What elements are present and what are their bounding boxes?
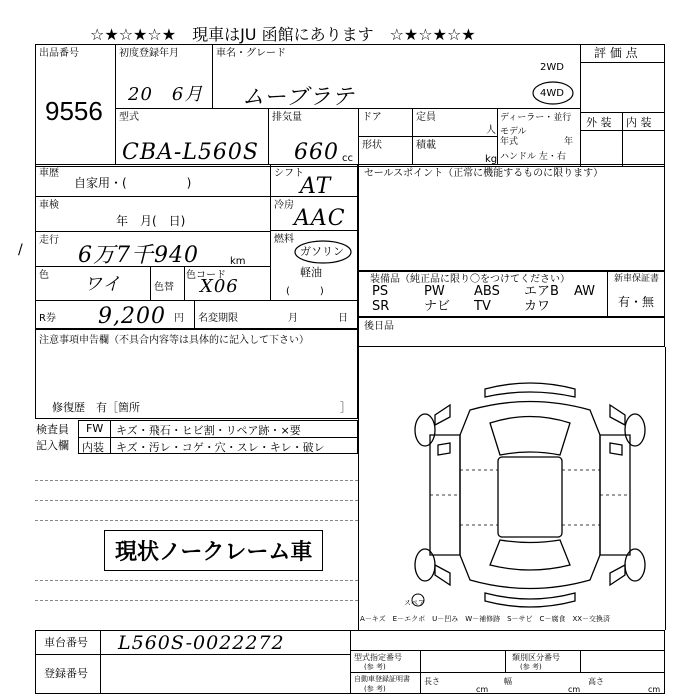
- model-value: CBA-L560S: [122, 140, 259, 165]
- fuel-diesel: 軽油: [300, 266, 322, 279]
- equipment-item-2-0: SR: [372, 299, 390, 314]
- evaluation-label: 評 価 点: [594, 46, 638, 60]
- model-year-label-2: 年式: [500, 137, 519, 147]
- recycle-unit: 円: [174, 313, 184, 324]
- drive-2wd: 2WD: [540, 62, 564, 73]
- dealer-label: ディーラー・並行: [500, 113, 572, 123]
- cert-width-cm: cm: [568, 685, 581, 694]
- equipment-item-1-2: ABS: [474, 284, 500, 299]
- shift-label: シフト: [274, 168, 304, 179]
- recycle-value: 9,200: [98, 304, 166, 329]
- equipment-item-1-0: PS: [372, 284, 389, 299]
- header-banner: ☆★☆★☆★ 現車はJU 函館にあります ☆★☆★☆★: [90, 25, 476, 44]
- cert-height-cm: cm: [648, 685, 661, 694]
- inspection-label: 車検: [39, 200, 59, 211]
- no-claim-stamp: 現状ノークレーム車: [104, 530, 323, 571]
- ac-label: 冷房: [274, 200, 294, 211]
- chassis-label: 車台番号: [44, 636, 88, 649]
- color-label: 色: [39, 270, 49, 281]
- designation-label: 型式指定番号: [354, 653, 402, 662]
- drive-circle: [530, 78, 576, 108]
- fuel-circle: [292, 238, 354, 266]
- notes-label: 注意事項申告欄（不具合内容等は具体的に記入して下さい）: [39, 335, 309, 346]
- mileage-label: 走行: [39, 235, 59, 246]
- lot-number: 9556: [45, 96, 103, 126]
- repair-label: 修復歴 有［箇所: [52, 401, 140, 414]
- mileage-value: 6万7千940: [78, 243, 199, 268]
- warranty-value: 有・無: [618, 295, 655, 309]
- ac-value: AAC: [294, 206, 346, 231]
- drive-4wd: 4WD: [540, 88, 564, 99]
- cert-width: 幅: [504, 677, 512, 686]
- load-label: 積載: [416, 140, 436, 151]
- category-sub: (参 考): [520, 663, 542, 671]
- damage-legend: A－キズ E－エクボ U－凹み W－補修跡 S－サビ C－腐食 XX－交換済: [360, 615, 611, 623]
- color-value: ワイ: [84, 274, 122, 295]
- equipment-item-1-3: エアB: [524, 284, 559, 299]
- displacement-unit: cc: [342, 153, 353, 164]
- color-code-value: X06: [200, 276, 239, 297]
- car-name-value: ムーブラテ: [242, 85, 355, 110]
- expiry-label: 名変期限: [198, 313, 238, 324]
- capacity-unit: 人: [486, 125, 496, 136]
- displacement-value: 660: [294, 140, 339, 165]
- door-label: ドア: [362, 112, 382, 123]
- spare-label: スペア: [404, 599, 425, 607]
- capacity-label: 定員: [416, 112, 436, 123]
- inspector-fw-row: キズ・飛石・ヒビ割・リペア跡・×要: [116, 424, 301, 437]
- model-year-label-1: モデル: [500, 127, 527, 137]
- inspector-interior-row: キズ・汚レ・コゲ・穴・スレ・キレ・破レ: [116, 441, 325, 454]
- load-unit: kg: [485, 154, 498, 165]
- margin-mark: /: [18, 242, 23, 258]
- exterior-label: 外 装: [586, 116, 612, 129]
- recycle-label: R券: [39, 313, 56, 324]
- color-change-label: 色替: [154, 282, 174, 293]
- equipment-item-1-1: PW: [424, 284, 445, 299]
- interior-label: 内 装: [626, 116, 652, 129]
- shift-value: AT: [300, 174, 332, 199]
- model-label: 型式: [119, 112, 139, 123]
- equipment-label: 装備品（純正品に限り〇をつけてください）: [370, 274, 570, 285]
- car-name-label: 車名・グレード: [216, 48, 286, 59]
- cert-height: 高さ: [588, 677, 604, 686]
- shape-label: 形状: [362, 140, 382, 151]
- handle-label: ハンドル 左・右: [500, 152, 566, 162]
- inspector-label-1: 検査員: [36, 423, 69, 436]
- model-year-unit: 年: [564, 137, 574, 147]
- expiry-day: 日: [338, 313, 348, 324]
- warranty-label: 新車保証書: [614, 274, 660, 284]
- cert-length: 長さ: [424, 677, 440, 686]
- equipment-item-1-4: AW: [574, 284, 596, 299]
- registration-value: 20 6月: [128, 84, 204, 105]
- repair-close: ］: [340, 401, 351, 414]
- equipment-item-2-3: カワ: [524, 299, 551, 314]
- history-value: 自家用・( ): [74, 176, 192, 190]
- category-label: 類別区分番号: [512, 653, 560, 662]
- fuel-gasoline: ガソリン: [300, 245, 344, 258]
- cert-label-1: 自動車登録証明書: [354, 675, 410, 683]
- owner-unit-label: 後日品: [364, 321, 394, 332]
- sales-point-frame: [358, 164, 665, 271]
- equipment-item-2-1: ナビ: [424, 299, 451, 314]
- expiry-month: 月: [288, 313, 298, 324]
- cert-label-2: (参 考): [364, 685, 386, 693]
- reg-number-label: 登録番号: [44, 667, 88, 680]
- designation-sub: (参 考): [364, 663, 386, 671]
- inspection-value: 年 月( 日): [116, 214, 186, 228]
- mileage-unit: km: [230, 256, 246, 267]
- inspector-label-2: 記入欄: [36, 439, 69, 452]
- chassis-value: L560S-0022272: [118, 632, 285, 654]
- inspector-fw-head: FW: [86, 422, 104, 435]
- equipment-item-2-2: TV: [474, 299, 491, 314]
- history-label: 車歴: [39, 168, 59, 179]
- cert-length-cm: cm: [476, 685, 489, 694]
- fuel-label: 燃料: [274, 234, 294, 245]
- color-code-label: 色コード: [186, 270, 226, 281]
- lot-label: 出品番号: [39, 48, 79, 59]
- inspector-interior-head: 内装: [82, 441, 104, 454]
- owner-unit-frame: [358, 317, 665, 347]
- displacement-label: 排気量: [272, 112, 302, 123]
- sales-point-label: セールスポイント（正常に機能するものに限ります）: [364, 168, 604, 179]
- fuel-paren: ( ): [286, 286, 324, 297]
- car-damage-diagram: [410, 375, 650, 615]
- registration-label: 初度登録年月: [119, 48, 179, 59]
